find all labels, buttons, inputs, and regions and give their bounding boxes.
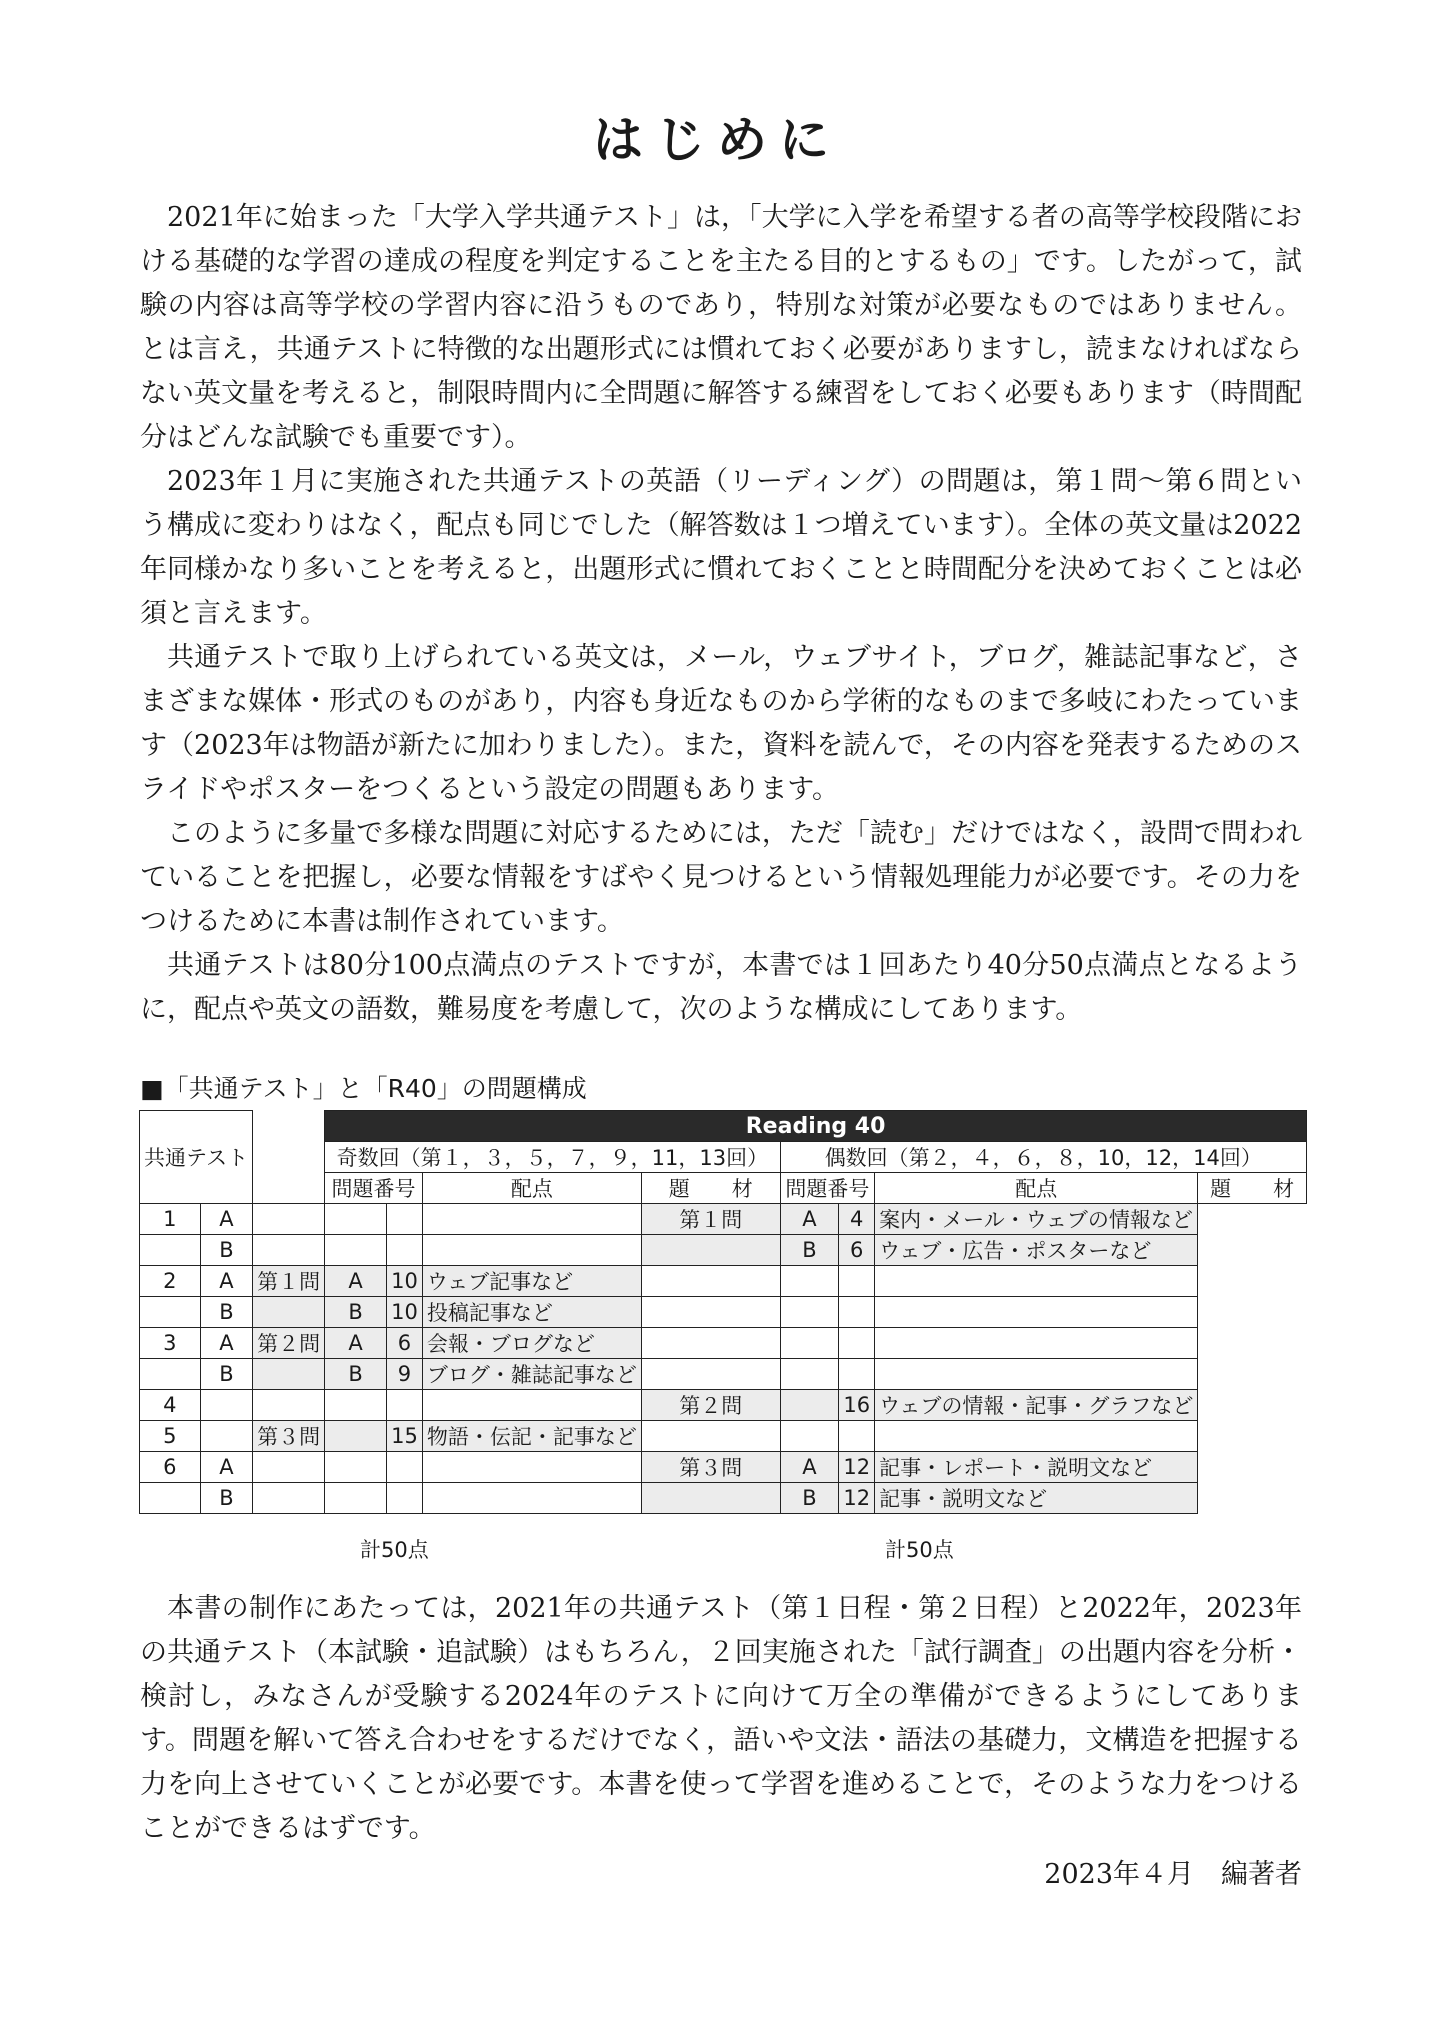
even-total: 計50点 — [885, 1538, 954, 1562]
cell-even-q — [641, 1266, 780, 1297]
cell-odd-topic: 物語・伝記・記事など — [422, 1421, 641, 1452]
table-row — [140, 1328, 1307, 1359]
cell-odd-pts — [387, 1204, 423, 1235]
cell-even-pts: 12 — [839, 1452, 875, 1483]
cell-even-p — [780, 1297, 839, 1328]
cell-even-topic — [875, 1297, 1198, 1328]
paragraph: このように多量で多様な問題に対応するためには，ただ「読む」だけではなく，設問で問われていることを把握し，必要な情報をすばやく見つけるという情報処理能力が必要です。その力をつけるために本書は制作されています。 — [140, 818, 1302, 937]
cell-odd-topic: 投稿記事など — [422, 1297, 641, 1328]
cell-odd-pts: 15 — [387, 1421, 423, 1452]
cell-odd-q — [253, 1452, 325, 1483]
table-row — [140, 1359, 1307, 1390]
cell-even-p — [780, 1266, 839, 1297]
col-header-topic: 題 材 — [641, 1173, 780, 1204]
cell-odd-q — [253, 1297, 325, 1328]
cell-even-pts — [839, 1359, 875, 1390]
structure-table-wrap — [139, 1110, 1307, 1530]
cell-part: B — [200, 1235, 253, 1266]
table-row — [140, 1390, 1307, 1421]
cell-odd-topic — [422, 1452, 641, 1483]
cell-even-q — [641, 1297, 780, 1328]
table-row — [140, 1297, 1307, 1328]
cell-q: 1 — [140, 1204, 201, 1235]
cell-odd-pts — [387, 1235, 423, 1266]
cell-q: 4 — [140, 1390, 201, 1421]
col-header-topic: 題 材 — [1198, 1173, 1307, 1204]
odd-header: 奇数回（第１，３，５，７，９，11，13回） — [325, 1142, 780, 1173]
cell-odd-pts: 10 — [387, 1297, 423, 1328]
paragraph: 2021年に始まった「大学入学共通テスト」は，「大学に入学を希望する者の高等学校段階における基礎的な学習の達成の程度を判定することを主たる目的とするもの」です。したがって，試験の内容は高等学校の学習内容に沿うものであり，特別な対策が必要なものではありません。とは言え，共通テストに特徴的な出題形式には慣れておく必要がありますし，読まなければならない英文量を考えると，制限時間内に全問題に解答する練習をしておく必要もあります（時間配分はどんな試験でも重要です）。 — [140, 202, 1302, 453]
cell-part: B — [200, 1359, 253, 1390]
date-signature: 2023年４月 編著者 — [1044, 1859, 1302, 1890]
cell-odd-p — [325, 1483, 387, 1514]
cell-q — [140, 1483, 201, 1514]
cell-even-q — [641, 1359, 780, 1390]
cell-even-topic — [875, 1359, 1198, 1390]
paragraph: 本書の制作にあたっては，2021年の共通テスト（第１日程・第２日程）と2022年，2023年の共通テスト（本試験・追試験）はもちろん，２回実施された「試行調査」の出題内容を分析・検討し，みなさんが受験する2024年のテストに向けて万全の準備ができるようにしてあります。問題を解いて答え合わせをするだけでなく，語いや文法・語法の基礎力，文構造を把握する力を向上させていくことが必要です。本書を使って学習を進めることで，そのような力をつけることができるはずです。 — [140, 1593, 1302, 1844]
cell-odd-q: 第１問 — [253, 1266, 325, 1297]
cell-even-topic: ウェブの情報・記事・グラフなど — [875, 1390, 1198, 1421]
cell-odd-topic — [422, 1204, 641, 1235]
cell-part: A — [200, 1328, 253, 1359]
cell-even-topic: 案内・メール・ウェブの情報など — [875, 1204, 1198, 1235]
cell-even-pts: 12 — [839, 1483, 875, 1514]
cell-q: 5 — [140, 1421, 201, 1452]
even-header: 偶数回（第２，４，６，８，10，12，14回） — [780, 1142, 1306, 1173]
cell-even-q — [641, 1483, 780, 1514]
cell-even-pts — [839, 1421, 875, 1452]
cell-even-q — [641, 1235, 780, 1266]
cell-odd-q: 第３問 — [253, 1421, 325, 1452]
cell-even-p: A — [780, 1204, 839, 1235]
cell-even-p — [780, 1421, 839, 1452]
cell-odd-p — [325, 1204, 387, 1235]
cell-even-p — [780, 1328, 839, 1359]
cell-even-topic: 記事・レポート・説明文など — [875, 1452, 1198, 1483]
cell-even-q: 第１問 — [641, 1204, 780, 1235]
cell-odd-p — [325, 1390, 387, 1421]
cell-part: A — [200, 1204, 253, 1235]
cell-even-pts — [839, 1328, 875, 1359]
cell-even-q — [641, 1328, 780, 1359]
cell-even-p: B — [780, 1483, 839, 1514]
cell-odd-topic — [422, 1390, 641, 1421]
cell-odd-topic — [422, 1235, 641, 1266]
cell-q: 3 — [140, 1328, 201, 1359]
table-banner: Reading 40 — [325, 1111, 1307, 1142]
cell-q: 2 — [140, 1266, 201, 1297]
cell-odd-topic: ブログ・雑誌記事など — [422, 1359, 641, 1390]
paragraph: 共通テストで取り上げられている英文は，メール，ウェブサイト，ブログ，雑誌記事など，さまざまな媒体・形式のものがあり，内容も身近なものから学術的なものまで多岐にわたっています（2023年は物語が新たに加わりました）。また，資料を読んで，その内容を発表するためのスライドやポスターをつくるという設定の問題もあります。 — [140, 642, 1302, 805]
cell-odd-p: B — [325, 1297, 387, 1328]
cell-odd-topic: 会報・ブログなど — [422, 1328, 641, 1359]
cell-odd-q — [253, 1359, 325, 1390]
outro-text — [140, 1587, 1302, 1851]
cell-odd-topic: ウェブ記事など — [422, 1266, 641, 1297]
cell-odd-q — [253, 1390, 325, 1421]
cell-even-topic — [875, 1266, 1198, 1297]
cell-part: B — [200, 1297, 253, 1328]
table-heading: ■「共通テスト」と「R40」の問題構成 — [140, 1074, 587, 1103]
cell-part: A — [200, 1452, 253, 1483]
cell-q — [140, 1297, 201, 1328]
cell-odd-q — [253, 1204, 325, 1235]
cell-part: B — [200, 1483, 253, 1514]
cell-part: A — [200, 1266, 253, 1297]
cell-even-pts — [839, 1266, 875, 1297]
cell-even-p: B — [780, 1235, 839, 1266]
cell-odd-pts: 6 — [387, 1328, 423, 1359]
cell-q — [140, 1235, 201, 1266]
left-header: 共通テスト — [140, 1111, 253, 1204]
table-row — [140, 1235, 1307, 1266]
table-row — [140, 1452, 1307, 1483]
cell-q: 6 — [140, 1452, 201, 1483]
cell-q — [140, 1359, 201, 1390]
cell-even-topic — [875, 1328, 1198, 1359]
cell-even-pts — [839, 1297, 875, 1328]
structure-table — [139, 1110, 1307, 1514]
cell-odd-topic — [422, 1483, 641, 1514]
cell-even-p: A — [780, 1452, 839, 1483]
cell-odd-q — [253, 1235, 325, 1266]
table-row — [140, 1204, 1307, 1235]
cell-odd-p: A — [325, 1328, 387, 1359]
cell-even-topic — [875, 1421, 1198, 1452]
cell-odd-pts: 10 — [387, 1266, 423, 1297]
table-row — [140, 1266, 1307, 1297]
col-header-points: 配点 — [422, 1173, 641, 1204]
cell-part — [200, 1421, 253, 1452]
cell-odd-pts — [387, 1483, 423, 1514]
cell-even-topic: ウェブ・広告・ポスターなど — [875, 1235, 1198, 1266]
cell-odd-q: 第２問 — [253, 1328, 325, 1359]
cell-odd-pts — [387, 1390, 423, 1421]
cell-even-q: 第２問 — [641, 1390, 780, 1421]
cell-odd-p — [325, 1235, 387, 1266]
cell-odd-pts: 9 — [387, 1359, 423, 1390]
paragraph: 共通テストは80分100点満点のテストですが，本書では１回あたり40分50点満点となるように，配点や英文の語数，難易度を考慮して，次のような構成にしてあります。 — [140, 950, 1302, 1025]
odd-total: 計50点 — [360, 1538, 429, 1562]
col-header-qno: 問題番号 — [325, 1173, 423, 1204]
paragraph: 2023年１月に実施された共通テストの英語（リーディング）の問題は，第１問～第６問という構成に変わりはなく，配点も同じでした（解答数は１つ増えています）。全体の英文量は2022年同様かなり多いことを考えると，出題形式に慣れておくことと時間配分を決めておくことは必須と言えます。 — [140, 466, 1302, 629]
cell-odd-p — [325, 1452, 387, 1483]
cell-even-p — [780, 1359, 839, 1390]
col-header-points: 配点 — [875, 1173, 1198, 1204]
intro-text — [140, 196, 1302, 1032]
cell-part — [200, 1390, 253, 1421]
cell-even-pts: 16 — [839, 1390, 875, 1421]
cell-even-pts: 6 — [839, 1235, 875, 1266]
cell-even-q: 第３問 — [641, 1452, 780, 1483]
cell-odd-pts — [387, 1452, 423, 1483]
cell-even-topic: 記事・説明文など — [875, 1483, 1198, 1514]
cell-odd-p: B — [325, 1359, 387, 1390]
cell-odd-p: A — [325, 1266, 387, 1297]
cell-odd-p — [325, 1421, 387, 1452]
page-title: はじめに — [593, 111, 841, 169]
cell-even-q — [641, 1421, 780, 1452]
cell-even-pts: 4 — [839, 1204, 875, 1235]
cell-odd-q — [253, 1483, 325, 1514]
table-row — [140, 1483, 1307, 1514]
cell-even-p — [780, 1390, 839, 1421]
table-row — [140, 1421, 1307, 1452]
col-header-qno: 問題番号 — [780, 1173, 875, 1204]
